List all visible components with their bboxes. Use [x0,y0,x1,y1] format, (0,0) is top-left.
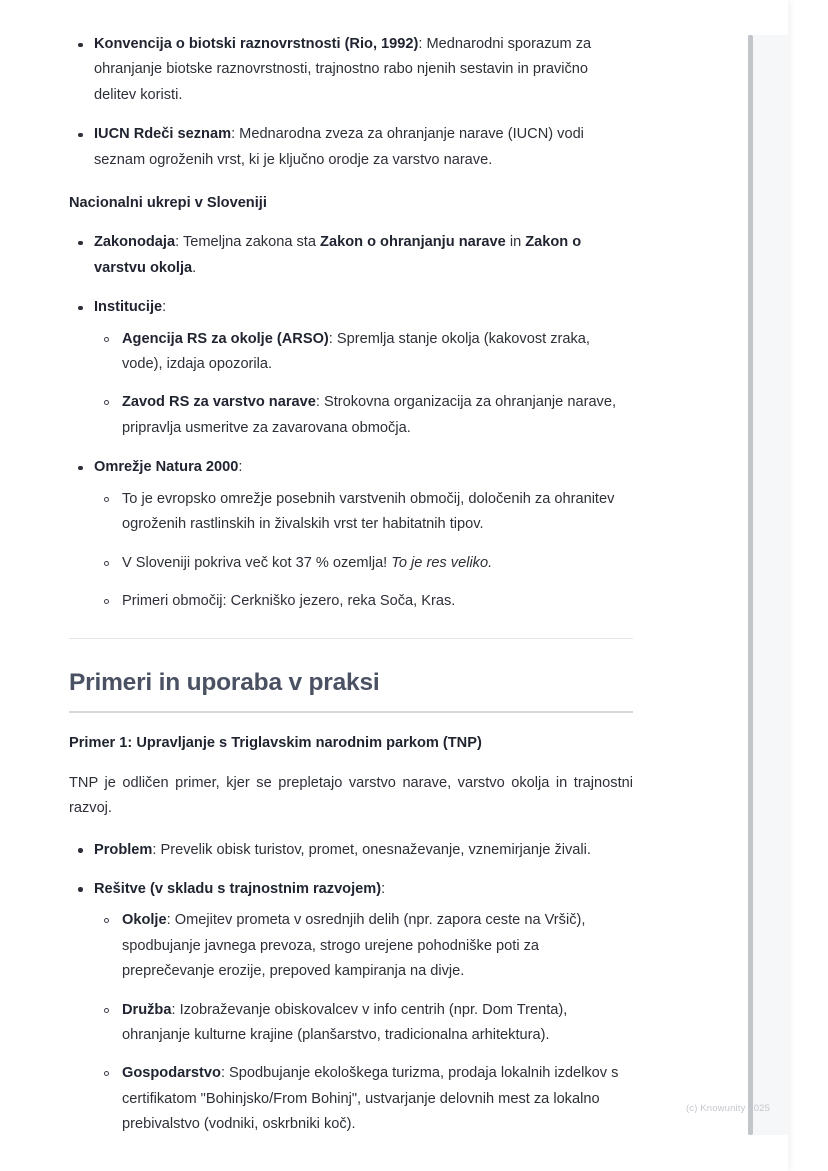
list-item [94,1061,633,1137]
natura-sublist [94,487,633,615]
bullet-disc-icon [78,306,83,311]
list-item [94,487,633,538]
list-item [69,877,633,1138]
bullet-circle-icon [104,497,109,502]
list-item-term: Rešitve (v skladu s trajnostnim razvojem) [94,880,382,897]
list-item-term: Konvencija o biotski raznovrstnosti (Rio, 1992) [94,36,419,52]
sub-item-text: : Izobraževanje obiskovalcev v info centrih (npr. Dom Trenta), ohranjanje kulturne krajine (planšarstvo, tradicionalna arhitektura). [122,1001,568,1043]
list-item [69,122,633,173]
bullet-disc-icon [78,133,83,138]
national-measures-list [69,230,633,614]
period: . [192,259,197,276]
bullet-circle-icon [104,561,109,566]
primer-1-list [69,838,633,1138]
sub-item-text: V Sloveniji pokriva več kot 37 % ozemlja! [122,554,392,571]
list-item-term: Institucije [94,299,163,316]
list-item-term: Problem [94,841,153,858]
bullet-circle-icon [104,1071,109,1076]
bullet-circle-icon [104,337,109,342]
list-item-text: : Mednarodni sporazum za ohranjanje biotske raznovrstnosti, trajnostno rabo njenih sestavin in pravično delitev koristi. [94,36,592,103]
sub-item-term: Družba [122,1001,172,1018]
list-item [94,589,633,614]
document-content [69,32,633,1152]
list-item-text: : Prevelik obisk turistov, promet, onesnaževanje, vznemirjanje živali. [152,841,591,858]
list-item [69,32,633,108]
sub-item-term: Gospodarstvo [122,1065,221,1082]
list-item [94,908,633,984]
conjunction: in [505,234,526,251]
sub-item-emphasis: To je res veliko. [391,554,493,571]
list-item-text: : Mednarodna zveza za ohranjanje narave (IUCN) vodi seznam ogroženih vrst, ki je ključno orodje za varstvo narave. [94,126,584,168]
list-item [69,838,633,863]
section-divider-under-title [69,711,633,713]
list-item [94,998,633,1049]
bullet-disc-icon [78,241,83,246]
list-item-term: Zakonodaja [94,234,176,251]
subheading-primer-1: Primer 1: Upravljanje s Triglavskim narodnim parkom (TNP) [69,735,482,752]
section-divider-top [69,638,633,639]
solutions-sublist [94,908,633,1137]
sub-item-text: : Omejitev prometa v osrednjih delih (npr. zapora ceste na Vršič), spodbujanje javnega prevoza, strogo urejene pohodniške poti za preprečevanje erozije, prepoved kampiranja na divje. [122,912,586,980]
list-item-text: : [381,880,386,897]
list-item [69,230,633,281]
list-item-text: : [238,459,243,476]
sub-item-term: Agencija RS za okolje (ARSO) [122,330,329,347]
sub-item-term: Okolje [122,912,167,929]
sub-item-term: Zavod RS za varstvo narave [122,394,316,411]
bullet-disc-icon [78,466,83,471]
law-name-1: Zakon o ohranjanju narave [320,234,506,251]
bullet-disc-icon [78,887,83,892]
bullet-circle-icon [104,599,109,604]
copyright-watermark: (c) Knowunity 2025 [685,1103,771,1114]
sub-item-text: To je evropsko omrežje posebnih varstvenih območij, določenih za ohranitev ogroženih rastlinskih in živalskih vrst ter habitatnih tipov. [122,490,615,533]
vertical-scrollbar-track[interactable] [748,35,788,1135]
list-item [94,551,633,576]
list-item-text: : Temeljna zakona sta [175,234,321,251]
list-item [69,295,633,441]
list-item [69,455,633,614]
bullet-circle-icon [104,400,109,405]
vertical-scrollbar-thumb[interactable] [748,35,753,1135]
sub-item-text: : Spremlja stanje okolja (kakovost zraka, vode), izdaja opozorila. [122,330,590,373]
sub-item-text: : Strokovna organizacija za ohranjanje narave, pripravlja usmeritve za zavarovana območja. [122,394,617,436]
list-item [94,390,633,441]
institutions-sublist [94,327,633,442]
bullet-disc-icon [78,43,83,48]
bullet-circle-icon [104,918,109,923]
list-item-term: Omrežje Natura 2000 [94,459,239,476]
list-item-term: IUCN Rdeči seznam [94,126,232,143]
subheading-national-measures: Nacionalni ukrepi v Sloveniji [69,195,267,212]
list-item [94,327,633,378]
bullet-disc-icon [78,848,83,853]
list-item-text: : [162,299,167,316]
page-title: Primeri in uporaba v praksi [69,669,380,697]
law-name-2: Zakon o varstvu okolja [94,234,582,276]
bullet-circle-icon [104,1008,109,1013]
primer-1-paragraph: TNP je odličen primer, kjer se prepletajo varstvo narave, varstvo okolja in trajnostni razvoj. [69,774,633,817]
sub-item-text: Primeri območij: Cerkniško jezero, reka Soča, Kras. [122,592,456,609]
international-measures-list [69,32,633,173]
sub-item-text: : Spodbujanje ekološkega turizma, prodaja lokalnih izdelkov s certifikatom "Bohinjsko/From Bohinj", ustvarjanje delovnih mest za lokalno prebivalstvo (vodniki, oskrbniki koč). [122,1065,619,1133]
